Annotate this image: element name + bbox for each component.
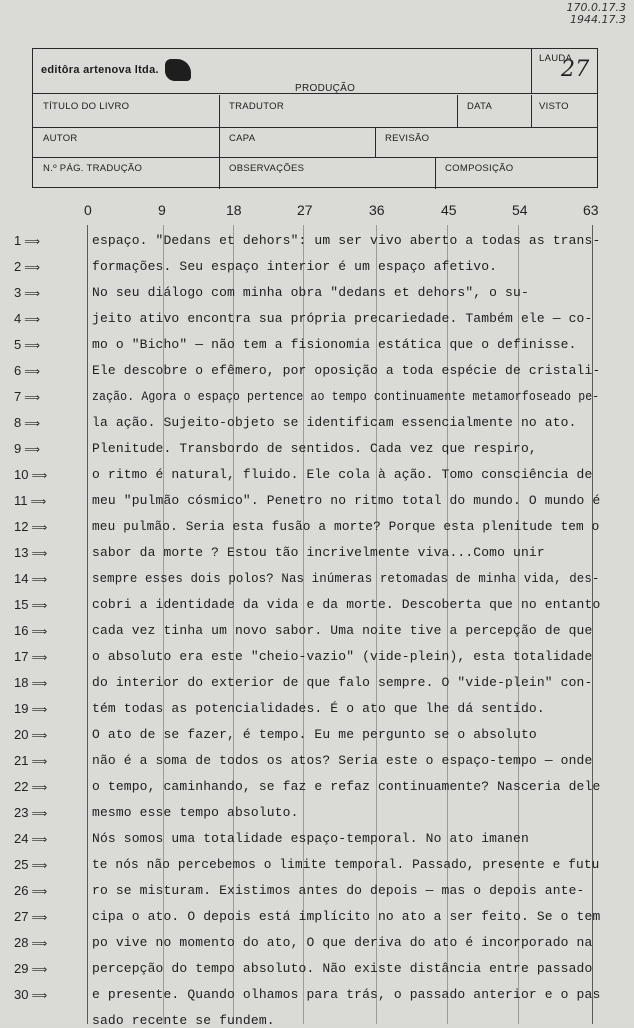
ruler-mark: 63 (583, 202, 599, 218)
line-number: 4 ⟹ (14, 311, 41, 326)
publisher-mark-icon (165, 59, 191, 81)
line-number: 13 ⟹ (14, 545, 48, 560)
line-number: 11 ⟹ (14, 493, 47, 508)
text-line: jeito ativo encontra sua própria precariedade. Também ele — co- (92, 311, 593, 326)
ruler-mark: 27 (297, 202, 313, 218)
text-line: o absoluto era este "cheio-vazio" (vide-plein), esta totalidade (92, 649, 593, 664)
line-number: 2 ⟹ (14, 259, 41, 274)
text-line: meu pulmão. Seria esta fusão a morte? Porque esta plenitude tem o (92, 519, 600, 534)
line-number: 10 ⟹ (14, 467, 48, 482)
text-line: mesmo esse tempo absoluto. (92, 805, 299, 820)
text-line: meu "pulmão cósmico". Penetro no ritmo total do mundo. O mundo é (92, 493, 601, 508)
ruler-mark: 9 (158, 202, 166, 218)
line-number: 27 ⟹ (14, 909, 48, 924)
archive-code-line-2: 1944.17.3 (570, 13, 626, 26)
text-line: cipa o ato. O depois está implícito no ato a ser feito. Se o tem (92, 909, 601, 924)
field-data: DATA (467, 101, 493, 112)
line-number: 7 ⟹ (14, 389, 41, 404)
text-line: não é a soma de todos os atos? Seria este o espaço-tempo — onde (92, 753, 593, 768)
line-number: 18 ⟹ (14, 675, 48, 690)
line-number: 29 ⟹ (14, 961, 48, 976)
line-number: 9 ⟹ (14, 441, 41, 456)
text-line: o tempo, caminhando, se faz e refaz continuamente? Nasceria dele (92, 779, 601, 794)
line-number: 20 ⟹ (14, 727, 48, 742)
line-number: 6 ⟹ (14, 363, 41, 378)
ruler-mark: 54 (512, 202, 528, 218)
archive-code-line-1: 170.0.17.3 (566, 1, 626, 14)
line-number: 21 ⟹ (14, 753, 48, 768)
text-line: formações. Seu espaço interior é um espaço afetivo. (92, 259, 498, 274)
text-line: sempre esses dois polos? Nas inúmeras retomadas de minha vida, des- (92, 571, 600, 586)
text-line: Plenitude. Transbordo de sentidos. Cada vez que respiro, (92, 441, 537, 456)
line-number: 28 ⟹ (14, 935, 48, 950)
text-line: tém todas as potencialidades. É o ato que lhe dá sentido. (92, 701, 545, 716)
ruler-mark: 36 (369, 202, 385, 218)
text-line: po vive no momento do ato, O que deriva do ato é incorporado na (92, 935, 593, 950)
ruler-mark: 45 (441, 202, 457, 218)
line-number: 3 ⟹ (14, 285, 41, 300)
field-revisao: REVISÃO (385, 133, 430, 144)
field-visto: VISTO (539, 101, 569, 112)
line-number: 5 ⟹ (14, 337, 41, 352)
field-tradutor: TRADUTOR (229, 101, 285, 112)
text-line: mo o "Bicho" — não tem a fisionomia estática que o definisse. (92, 337, 577, 352)
field-autor: AUTOR (43, 133, 78, 144)
text-line: la ação. Sujeito-objeto se identificam essencialmente no ato. (92, 415, 577, 430)
archive-code (567, 2, 626, 26)
line-number: 19 ⟹ (14, 701, 48, 716)
text-line: espaço. "Dedans et dehors": um ser vivo aberto a todas as trans- (92, 233, 601, 248)
publisher-name: editôra artenova ltda. (41, 64, 159, 76)
text-line: O ato de se fazer, é tempo. Eu me pergunto se o absoluto (92, 727, 537, 742)
section-title: PRODUÇÃO (295, 83, 356, 94)
line-number: 16 ⟹ (14, 623, 48, 638)
line-number: 14 ⟹ (14, 571, 48, 586)
text-line: sado recente se fundem. (92, 1013, 275, 1028)
line-number: 30 ⟹ (14, 987, 48, 1002)
text-line: ro se misturam. Existimos antes do depois — mas o depois ante- (92, 883, 585, 898)
column-ruler (0, 202, 634, 220)
line-number: 12 ⟹ (14, 519, 48, 534)
text-line: No seu diálogo com minha obra "dedans et dehors", o su- (92, 285, 529, 300)
left-margin-line (87, 225, 88, 1024)
text-line: Ele descobre o efêmero, por oposição a toda espécie de cristali- (92, 363, 601, 378)
text-line: percepção do tempo absoluto. Não existe distância entre passado (92, 961, 593, 976)
ruler-mark: 18 (226, 202, 242, 218)
publisher-logo (41, 59, 191, 81)
text-line: o ritmo é natural, fluido. Ele cola à ação. Tomo consciência de (92, 467, 593, 482)
line-number: 15 ⟹ (14, 597, 48, 612)
lauda-label: LAUDA (539, 53, 573, 64)
line-number: 23 ⟹ (14, 805, 48, 820)
text-line: do interior do exterior de que falo sempre. O "vide-plein" con- (92, 675, 593, 690)
text-line: Nós somos uma totalidade espaço-temporal. No ato imanen (92, 831, 529, 846)
text-line: sabor da morte ? Estou tão incrivelmente viva...Como unir (92, 545, 545, 560)
line-number: 17 ⟹ (14, 649, 48, 664)
field-composicao: COMPOSIÇÃO (445, 163, 514, 174)
ruler-mark: 0 (84, 202, 92, 218)
field-pag-traducao: N.º PÁG. TRADUÇÃO (43, 163, 143, 174)
production-header-form (32, 48, 598, 188)
line-number: 1 ⟹ (14, 233, 41, 248)
text-line: te nós não percebemos o limite temporal. Passado, presente e futu (92, 857, 600, 872)
field-observacoes: OBSERVAÇÕES (229, 163, 305, 174)
text-line: cobri a identidade da vida e da morte. Descoberta que no entanto (92, 597, 601, 612)
field-titulo: TÍTULO DO LIVRO (43, 101, 130, 112)
line-number: 24 ⟹ (14, 831, 48, 846)
line-number: 25 ⟹ (14, 857, 48, 872)
line-number: 22 ⟹ (14, 779, 48, 794)
line-number: 26 ⟹ (14, 883, 48, 898)
text-line: e presente. Quando olhamos para trás, o passado anterior e o pas (92, 987, 601, 1002)
text-line: zação. Agora o espaço pertence ao tempo continuamente metamorfoseado pe- (92, 389, 600, 404)
field-capa: CAPA (229, 133, 256, 144)
line-number: 8 ⟹ (14, 415, 41, 430)
text-line: cada vez tinha um novo sabor. Uma noite tive a percepção de que (92, 623, 593, 638)
lauda-number: 27 (561, 57, 590, 82)
